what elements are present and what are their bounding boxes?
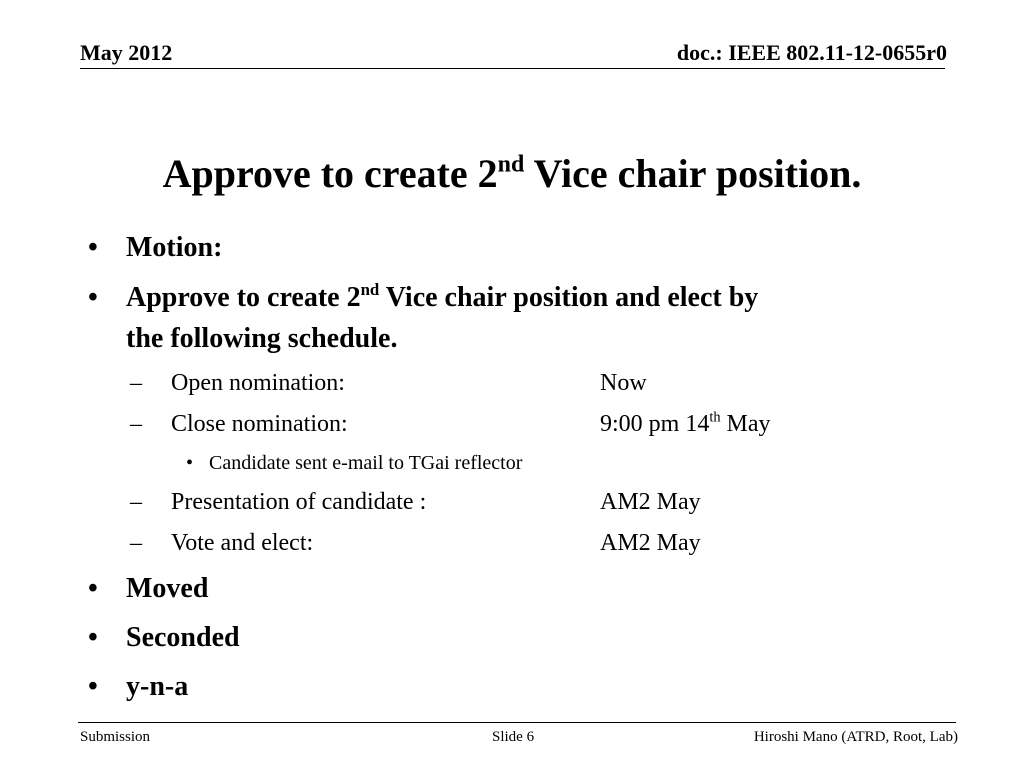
schedule-value: AM2 May [600, 489, 701, 515]
footer-author: Hiroshi Mano (ATRD, Root, Lab) [753, 729, 958, 745]
dash-icon: – [130, 370, 142, 396]
title-prefix: Approve to create 2 [162, 151, 498, 196]
bullet-icon: • [88, 282, 98, 313]
schedule-value [600, 408, 771, 440]
footer-divider [78, 722, 956, 723]
schedule-value: Now [600, 370, 647, 396]
approve-prefix: Approve to create 2 [126, 282, 361, 313]
schedule-value: AM2 May [600, 530, 701, 556]
bullet-approve-line1 [126, 278, 926, 318]
bullet-icon: • [88, 573, 98, 604]
schedule-label: Open nomination: [171, 370, 345, 396]
dash-icon: – [130, 530, 142, 556]
footer-slide-number: Slide 6 [492, 729, 535, 745]
bullet-icon: • [186, 452, 194, 474]
bullet-vote-text: y-n-a [126, 671, 189, 702]
close-value-suffix: May [720, 411, 771, 437]
schedule-label: Close nomination: [171, 411, 348, 437]
header-doc-id: doc.: IEEE 802.11-12-0655r0 [676, 40, 947, 65]
bullet-icon: • [88, 671, 98, 702]
bullet-icon: • [88, 232, 98, 263]
header-date: May 2012 [80, 40, 173, 65]
bullet-moved-text: Moved [126, 573, 209, 604]
bullet-motion-text: Motion: [126, 232, 223, 263]
close-value-prefix: 9:00 pm 14 [600, 411, 710, 437]
title-suffix: Vice chair position. [524, 151, 862, 196]
bullet-seconded-text: Seconded [126, 622, 240, 653]
header-divider [80, 68, 945, 69]
slide-title [0, 150, 1024, 198]
approve-superscript: nd [360, 280, 380, 300]
schedule-label: Presentation of candidate : [171, 489, 427, 515]
schedule-label: Vote and elect: [171, 530, 314, 556]
dash-icon: – [130, 489, 142, 515]
bullet-icon: • [88, 622, 98, 653]
sub-note-text: Candidate sent e-mail to TGai reflector [209, 452, 523, 474]
close-value-superscript: th [709, 409, 721, 426]
dash-icon: – [130, 411, 142, 437]
bullet-approve-line2: the following schedule. [126, 323, 398, 354]
title-superscript: nd [497, 151, 525, 178]
approve-suffix: Vice chair position and elect by [379, 282, 759, 313]
footer-submission: Submission [80, 729, 151, 745]
